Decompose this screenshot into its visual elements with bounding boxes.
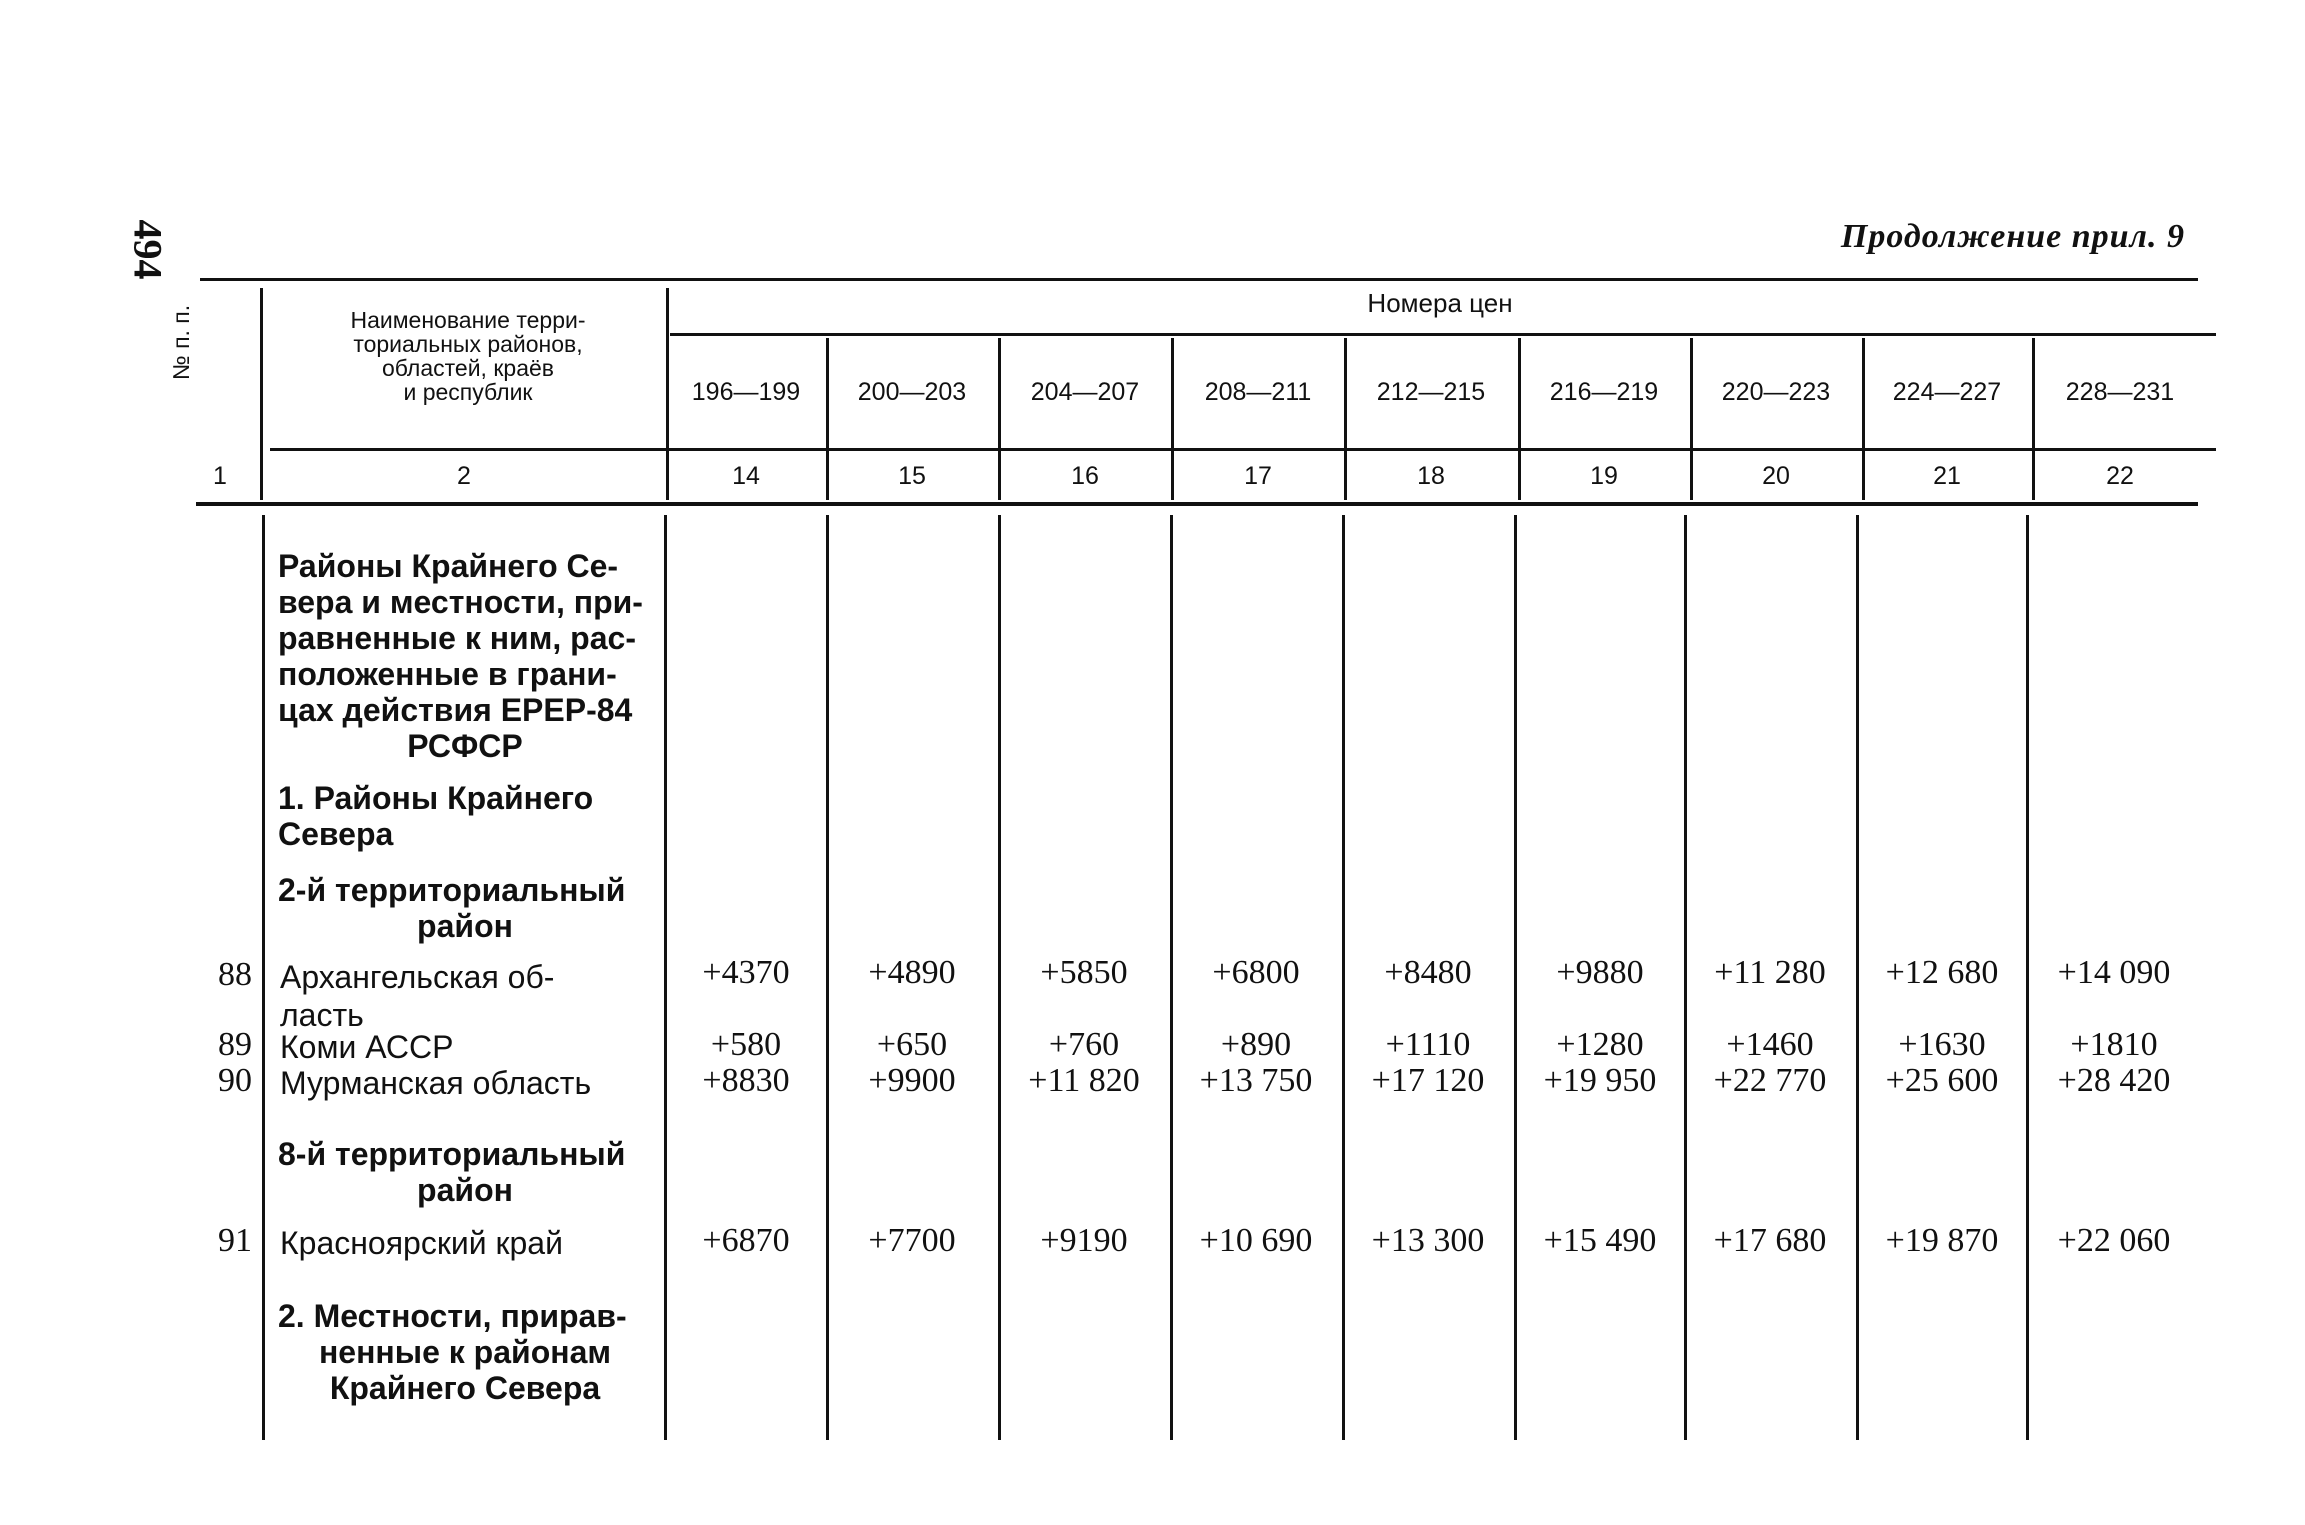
column-number: 2 <box>457 462 471 490</box>
header-range: 200—203 <box>857 378 967 406</box>
rule-v <box>262 515 265 1440</box>
price-value: +17 120 <box>1371 1062 1485 1099</box>
section-heading-main: Районы Крайнего Се- вера и местности, при- равненные к ним, рас- положенные в грани- цах действия ЕРЕР-84 РСФСР <box>278 548 643 764</box>
price-value: +19 870 <box>1885 1222 1999 1259</box>
price-value: +1280 <box>1556 1026 1644 1063</box>
price-value: +11 820 <box>1028 1062 1140 1099</box>
header-range: 228—231 <box>2065 378 2175 406</box>
price-value: +15 490 <box>1543 1222 1657 1259</box>
rule-v <box>1862 338 1865 500</box>
price-value: +13 300 <box>1371 1222 1485 1259</box>
continuation-label: Продолжение прил. 9 <box>1840 218 2185 255</box>
row-number: 90 <box>218 1062 252 1099</box>
price-value: +8830 <box>702 1062 790 1099</box>
section-heading-territory-8: 8-й территориальный район <box>278 1136 626 1208</box>
price-value: +22 770 <box>1713 1062 1827 1099</box>
rule-v <box>2032 338 2035 500</box>
rule-v <box>1171 338 1174 500</box>
price-value: +8480 <box>1384 954 1472 991</box>
price-value: +9190 <box>1040 1222 1128 1259</box>
row-name: Мурманская область <box>280 1065 592 1101</box>
header-range: 212—215 <box>1376 378 1486 406</box>
row-number: 89 <box>218 1026 252 1063</box>
column-number: 17 <box>1244 462 1272 490</box>
column-number: 20 <box>1762 462 1790 490</box>
price-value: +19 950 <box>1543 1062 1657 1099</box>
header-range: 208—211 <box>1204 378 1312 406</box>
header-range: 204—207 <box>1030 378 1140 406</box>
header-name-col: Наименование терри- ториальных районов, областей, краёв и республик <box>350 307 586 405</box>
column-number: 22 <box>2106 462 2134 490</box>
section-heading-2: 2. Местности, прирав- ненные к районам Крайнего Севера <box>278 1298 627 1406</box>
header-range: 220—223 <box>1721 378 1831 406</box>
row-name: Коми АССР <box>280 1029 454 1065</box>
header-range: 224—227 <box>1892 378 2002 406</box>
price-value: +760 <box>1048 1026 1120 1063</box>
rule-v <box>1344 338 1347 500</box>
rule-prices-title <box>670 333 2216 336</box>
column-number: 14 <box>732 462 760 490</box>
price-value: +11 280 <box>1714 954 1826 991</box>
price-value: +25 600 <box>1885 1062 1999 1099</box>
column-number: 1 <box>213 462 227 490</box>
rule-columns-bottom <box>196 502 2198 506</box>
page-number: 494 <box>125 219 171 280</box>
row-name: Архангельская об- ласть <box>280 959 555 1033</box>
price-value: +890 <box>1220 1026 1292 1063</box>
price-value: +650 <box>876 1026 948 1063</box>
column-number: 19 <box>1590 462 1618 490</box>
column-number: 15 <box>898 462 926 490</box>
rule-v <box>998 338 1001 500</box>
price-value: +28 420 <box>2057 1062 2171 1099</box>
price-value: +17 680 <box>1713 1222 1827 1259</box>
price-value: +1630 <box>1898 1026 1986 1063</box>
price-value: +4370 <box>702 954 790 991</box>
header-number-col: № п. п. <box>168 304 194 380</box>
price-value: +7700 <box>868 1222 956 1259</box>
column-number: 16 <box>1071 462 1099 490</box>
price-value: +9880 <box>1556 954 1644 991</box>
price-value: +12 680 <box>1885 954 1999 991</box>
header-range: 196—199 <box>691 378 801 406</box>
header-range: 216—219 <box>1549 378 1659 406</box>
price-value: +1810 <box>2070 1026 2158 1063</box>
row-number: 88 <box>218 956 252 993</box>
price-value: +6800 <box>1212 954 1300 991</box>
price-value: +4890 <box>868 954 956 991</box>
row-number: 91 <box>218 1222 252 1259</box>
rule-v <box>2026 515 2029 1440</box>
column-number: 18 <box>1417 462 1445 490</box>
column-number: 21 <box>1933 462 1961 490</box>
price-value: +13 750 <box>1199 1062 1313 1099</box>
price-value: +1460 <box>1726 1026 1814 1063</box>
header-prices-title: Номера цен <box>1367 288 1513 318</box>
rule-v <box>1690 338 1693 500</box>
price-value: +14 090 <box>2057 954 2171 991</box>
price-value: +580 <box>710 1026 782 1063</box>
rule-v <box>826 338 829 500</box>
rule-header-bottom <box>270 448 2216 451</box>
section-heading-territory-2: 2-й территориальный район <box>278 872 626 944</box>
rule-top <box>200 278 2198 281</box>
row-name: Красноярский край <box>280 1225 563 1261</box>
price-value: +1110 <box>1385 1026 1471 1063</box>
section-heading-1: 1. Районы Крайнего Севера <box>278 780 594 852</box>
price-value: +6870 <box>702 1222 790 1259</box>
rule-v <box>1518 338 1521 500</box>
price-value: +22 060 <box>2057 1222 2171 1259</box>
price-value: +9900 <box>868 1062 956 1099</box>
price-value: +10 690 <box>1199 1222 1313 1259</box>
price-value: +5850 <box>1040 954 1128 991</box>
